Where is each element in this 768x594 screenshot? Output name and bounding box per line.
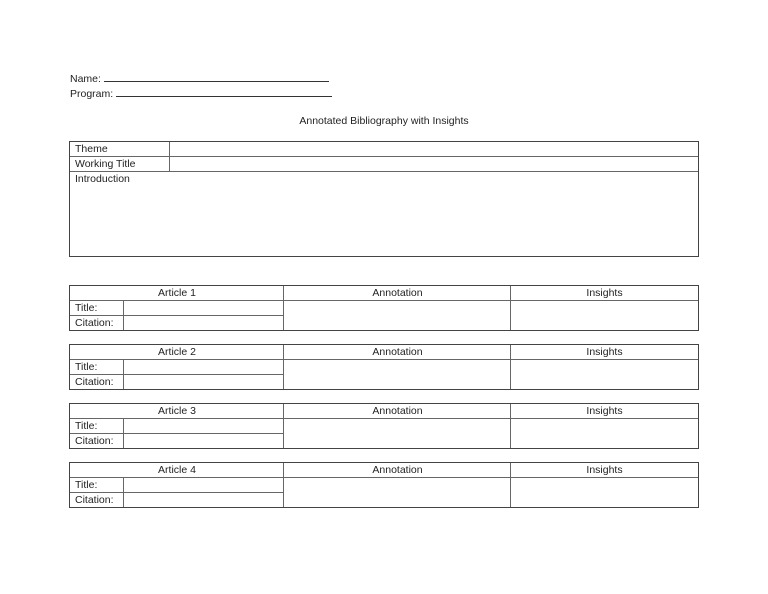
annotation-input[interactable] (284, 478, 510, 507)
insights-header: Insights (586, 346, 623, 358)
theme-intro-table (69, 141, 699, 257)
citation-input[interactable] (124, 316, 284, 330)
insights-header: Insights (586, 464, 623, 476)
introduction-input[interactable] (70, 186, 698, 256)
insights-header: Insights (586, 287, 623, 299)
program-label: Program: (70, 88, 114, 100)
introduction-label: Introduction (75, 173, 130, 185)
program-field (70, 87, 332, 100)
annotation-header: Annotation (372, 464, 423, 476)
working-title-label: Working Title (75, 158, 136, 170)
article-header: Article 4 (158, 464, 196, 476)
article-table-2 (69, 344, 699, 390)
annotation-header: Annotation (372, 405, 423, 417)
annotation-input[interactable] (284, 301, 510, 330)
citation-label: Citation: (75, 435, 114, 447)
citation-label: Citation: (75, 494, 114, 506)
title-input[interactable] (124, 478, 284, 492)
annotation-input[interactable] (284, 419, 510, 448)
theme-label: Theme (75, 143, 108, 155)
citation-label: Citation: (75, 376, 114, 388)
title-input[interactable] (124, 419, 284, 433)
citation-input[interactable] (124, 493, 284, 507)
insights-input[interactable] (511, 360, 698, 389)
title-label: Title: (75, 420, 98, 432)
insights-input[interactable] (511, 478, 698, 507)
citation-input[interactable] (124, 375, 284, 389)
article-table-1 (69, 285, 699, 331)
working-title-input[interactable] (170, 157, 698, 171)
citation-input[interactable] (124, 434, 284, 448)
article-header: Article 1 (158, 287, 196, 299)
article-table-3 (69, 403, 699, 449)
name-input-line[interactable] (104, 72, 329, 82)
title-input[interactable] (124, 301, 284, 315)
program-input-line[interactable] (116, 87, 332, 97)
document-title: Annotated Bibliography with Insights (299, 115, 469, 127)
article-table-4 (69, 462, 699, 508)
article-header: Article 3 (158, 405, 196, 417)
title-label: Title: (75, 302, 98, 314)
name-field (70, 72, 329, 85)
annotation-header: Annotation (372, 287, 423, 299)
annotation-header: Annotation (372, 346, 423, 358)
insights-input[interactable] (511, 419, 698, 448)
title-label: Title: (75, 361, 98, 373)
theme-input[interactable] (170, 142, 698, 156)
insights-header: Insights (586, 405, 623, 417)
name-label: Name: (70, 73, 101, 85)
title-input[interactable] (124, 360, 284, 374)
citation-label: Citation: (75, 317, 114, 329)
annotation-input[interactable] (284, 360, 510, 389)
title-label: Title: (75, 479, 98, 491)
article-header: Article 2 (158, 346, 196, 358)
insights-input[interactable] (511, 301, 698, 330)
